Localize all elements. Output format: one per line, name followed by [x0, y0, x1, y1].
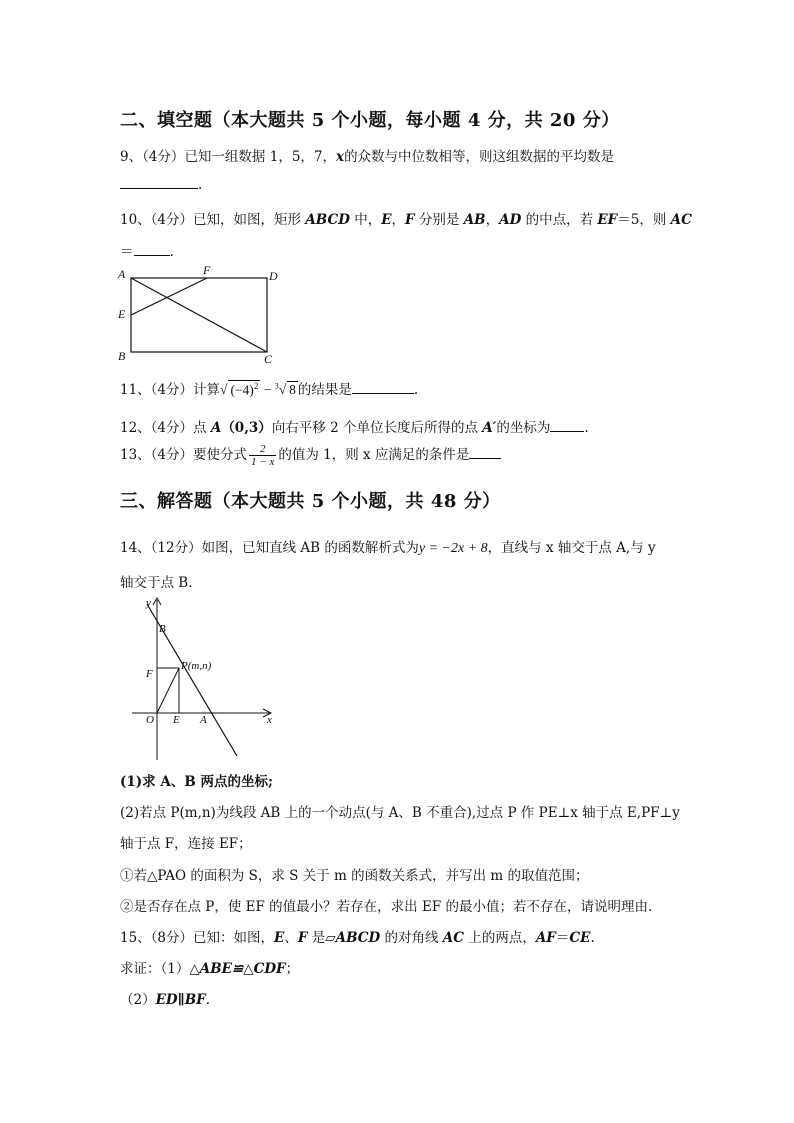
q15-prove-label: 求证：（1） [120, 961, 190, 977]
q13-blank[interactable] [469, 446, 501, 459]
section-title-fill-in: 二、填空题（本大题共 5 个小题，每小题 4 分，共 20 分） [120, 110, 620, 131]
q10-end: . [169, 244, 174, 260]
q13-fraction [249, 443, 276, 468]
q10-blank[interactable] [134, 243, 170, 256]
section-title-answer: 三、解答题（本大题共 5 个小题，共 48 分） [120, 491, 501, 512]
q15-ce: CE [569, 930, 591, 946]
q13-text: 要使分式 [193, 447, 248, 463]
question-10 [120, 208, 692, 228]
q10-answer-line [120, 240, 174, 260]
q14-formula: y = −2x + 8 [418, 541, 488, 556]
question-11 [120, 378, 418, 398]
q12-number: 12、（4分） [120, 420, 194, 436]
graph-label-e: E [173, 714, 180, 726]
q15-equals: ＝ [555, 930, 570, 946]
q13-number: 13、（4分） [120, 447, 194, 463]
question-15: 15、（8分）已知：如图，E、F 是▱ABCD 的对角线 AC 上的两点，AF＝CE. [120, 930, 595, 946]
q15-congruence: △ABE≌△CDF [189, 961, 286, 977]
q11-minus: − [263, 382, 272, 397]
q11-expression: √ $(-4)^2 - ^3√$ 8 [220, 380, 296, 397]
q15-prove-1 [120, 957, 299, 977]
q12-end: . [584, 420, 589, 436]
q9-end: . [198, 177, 203, 193]
question-9 [120, 145, 614, 165]
q10-abcd: ABCD [305, 212, 350, 228]
label-f: F [203, 263, 211, 277]
q15-ac: AC [442, 930, 465, 946]
q10-text: ＝5，则 [617, 212, 671, 228]
q9-blank[interactable] [120, 176, 198, 189]
graph-label-b: B [159, 623, 166, 635]
label-c: C [264, 352, 273, 366]
q10-ac: AC [670, 212, 692, 228]
q9-text-b: 的众数与中位数相等，则这组数据的平均数是 [344, 149, 615, 165]
q15-text: 上的两点， [464, 930, 536, 946]
q15-f: F [297, 930, 308, 946]
q11-inner: (−4) [230, 382, 254, 397]
q15-prove-2 [120, 988, 210, 1008]
q15-text: 已知：如图， [193, 930, 275, 946]
q15-af: AF [535, 930, 556, 946]
q11-root-index: 3 [274, 381, 279, 391]
q15-end: . [590, 930, 595, 946]
q10-e: E [381, 212, 392, 228]
q12-text: 向右平移 2 个单位长度后所得的点 [271, 420, 483, 436]
q11-number: 11、（4分） [120, 382, 194, 398]
q11-text: 的结果是 [297, 382, 352, 398]
q15-end: . [205, 992, 211, 1008]
q15-parallel: ED∥BF [155, 992, 206, 1008]
q9-answer-line [120, 176, 202, 193]
q10-text: 的中点，若 [521, 212, 598, 228]
q14-part-1: (1)求 A、B 两点的坐标; [120, 774, 273, 790]
q15-text: 是▱ [307, 930, 336, 946]
q13-text: 的值为 1，则 x 应满足的条件是 [278, 447, 470, 463]
q10-equals: ＝ [120, 244, 134, 260]
question-13 [120, 443, 501, 468]
q10-ad: AD [499, 212, 522, 228]
q10-ef: EF [597, 212, 618, 228]
graph-label-a: A [200, 714, 207, 726]
q10-text: 分别是 [414, 212, 464, 228]
question-12 [120, 416, 589, 436]
q13-numerator: 2 [249, 443, 276, 456]
q14-subpart-2: ②是否存在点 P，使 EF 的值最小？若存在，求出 EF 的最小值；若不存在，请说明理由. [120, 899, 653, 915]
segment-ef [157, 668, 179, 713]
q12-text: 点 [193, 420, 211, 436]
q10-f: F [405, 212, 415, 228]
graph-label-o: O [146, 714, 154, 726]
q14-part-2: (2)若点 P(m,n)为线段 AB 上的一个动点(与 A、B 不重合),过点 P 作 PE⊥x 轴于点 E,PF⊥y [120, 805, 680, 821]
label-b: B [118, 349, 126, 363]
q10-number: 10、（4分） [120, 212, 194, 228]
q9-variable: x [336, 149, 345, 165]
label-d: D [269, 269, 278, 283]
q12-point-a-prime: A′ [482, 420, 497, 436]
q11-root-value: 8 [289, 382, 296, 397]
q12-point-a: A [210, 420, 222, 436]
q14-number: 14、（12分） [120, 540, 202, 556]
q14-coordinate-figure [126, 592, 286, 762]
graph-label-y: y [146, 597, 151, 609]
q15-abcd: ABCD [335, 930, 381, 946]
q10-comma: ， [485, 212, 500, 228]
q11-blank[interactable] [352, 381, 414, 394]
question-14 [120, 536, 656, 557]
q14-text: ，直线与 x 轴交于点 A,与 y [487, 540, 656, 556]
q9-text-a: 已知一组数据 1，5，7， [184, 149, 336, 165]
q10-text: 中， [349, 212, 382, 228]
q10-text: 已知，如图，矩形 [193, 212, 306, 228]
q10-ab: AB [463, 212, 486, 228]
label-a: A [118, 267, 126, 281]
q10-comma: ， [391, 212, 406, 228]
q9-number: 9、（4分） [120, 149, 185, 165]
q14-line-2: 轴交于点 B. [120, 575, 193, 591]
q11-exponent: 2 [253, 380, 259, 391]
q12-text: 的坐标为 [496, 420, 551, 436]
q14-text: 如图，已知直线 AB 的函数解析式为 [201, 540, 419, 556]
diagonal-ac [131, 278, 267, 352]
graph-label-p: P(m,n) [181, 660, 212, 672]
q15-number: 15、（8分） [120, 930, 194, 946]
graph-label-f: F [146, 668, 153, 680]
label-e: E [118, 307, 126, 321]
q14-subpart-1: ①若△PAO 的面积为 S，求 S 关于 m 的函数关系式，并写出 m 的取值范围； [120, 868, 589, 884]
q14-part-2-cont: 轴于点 F，连接 EF； [120, 836, 252, 852]
q10-rectangle-figure [112, 262, 292, 368]
q12-coord: （0,3） [221, 420, 272, 436]
q15-text: 的对角线 [380, 930, 443, 946]
q11-text: 计算 [193, 382, 221, 398]
q15-part-2-number: （2） [120, 992, 156, 1008]
q15-punct: ； [285, 961, 300, 977]
q15-e: E [274, 930, 285, 946]
q12-blank[interactable] [550, 419, 584, 432]
graph-label-x: x [267, 714, 272, 726]
q13-denominator: 1 − x [251, 456, 275, 468]
q11-end: . [413, 382, 419, 398]
